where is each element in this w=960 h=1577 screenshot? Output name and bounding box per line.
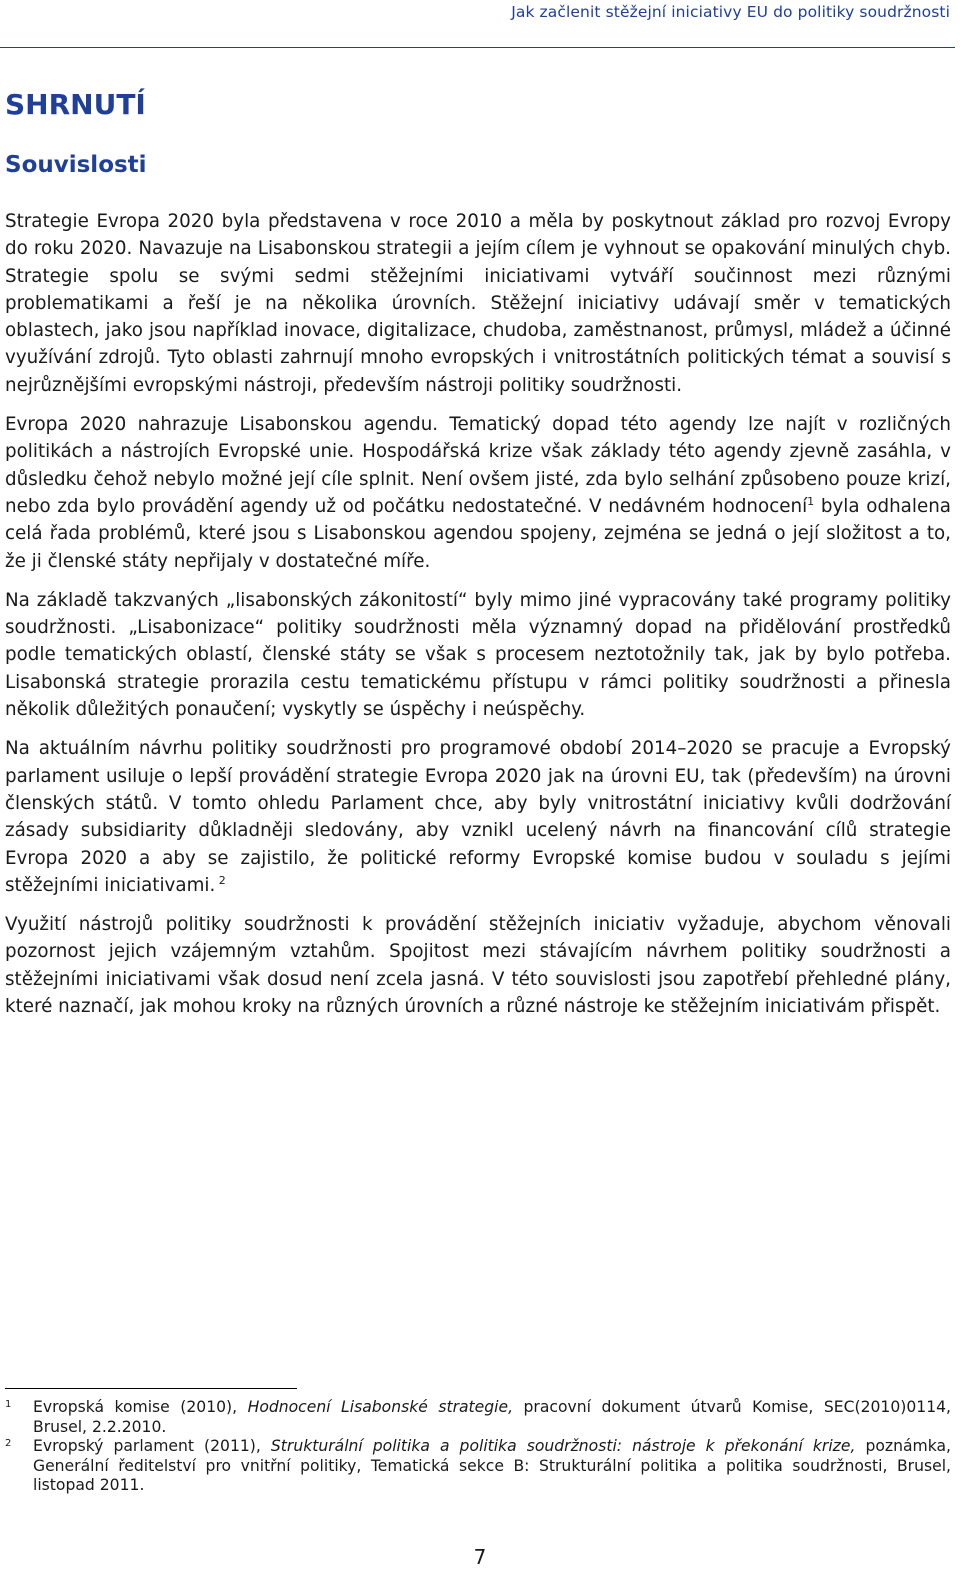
paragraph-text: Na základě takzvaných „lisabonských zákonitostí“ byly mimo jiné vypracovány také programy politiky soudržnosti. „Lisabonizace“ politiky soudržnosti měla významný dopad na přidělování prostředků podle tematických oblastí, členské státy se však s procesem neztotožnily tak, jak by bylo potřeba. Lisabonská strategie prorazila cestu tematickému přístupu v rámci politiky soudržnosti a přinesla několik důležitých ponaučení; vyskytly se úspěchy i neúspěchy. bbox=[5, 589, 951, 721]
footnote-number: 1 bbox=[5, 1399, 12, 1410]
footnote-text: Evropská komise (2010), bbox=[33, 1398, 248, 1416]
section-title: SHRNUTÍ bbox=[5, 88, 146, 121]
paragraph bbox=[5, 208, 951, 399]
footnote-divider bbox=[5, 1388, 297, 1389]
footnotes bbox=[5, 1398, 951, 1496]
paragraph-text: byla odhalena celá řada problémů, které jsou s Lisabonskou agendou spojeny, zejména se jedná o její složitost a to, že ji členské státy nepřijaly v dostatečné míře. bbox=[5, 495, 951, 572]
footnote-title: Hodnocení Lisabonské strategie, bbox=[247, 1398, 514, 1416]
paragraph-text: Na aktuálním návrhu politiky soudržnosti pro programové období 2014–2020 se pracuje a Evropský parlament usiluje o lepší provádění strategie Evropa 2020 jak na úrovni EU, tak (především) na úrovni členských států. V tomto ohledu Parlament chce, aby byly vnitrostátní iniciativy kvůli dodržování zásady subsidiarity důkladněji sledovány, aby vznikl ucelený návrh na financování cílů strategie Evropa 2020 a aby se zajistilo, že politické reformy Evropské komise budou v souladu s jejími stěžejními iniciativami. bbox=[5, 738, 951, 896]
paragraph bbox=[5, 911, 951, 1020]
footnote bbox=[5, 1437, 951, 1496]
page-number: 7 bbox=[473, 1545, 487, 1569]
paragraph-text: Strategie Evropa 2020 byla představena v roce 2010 a měla by poskytnout základ pro rozvoj Evropy do roku 2020. Navazuje na Lisabonskou strategii a jejím cílem je vyhnout se opakování minulých chyb. Strategie spolu se svými sedmi stěžejními iniciativami vytváří součinnost mezi různými problematikami a řeší je na několika úrovních. Stěžejní iniciativy udávají směr v tematických oblastech, jako jsou například inovace, digitalizace, chudoba, zaměstnanost, průmysl, mládež a účinné využívání zdrojů. Tyto oblasti zahrnují mnoho evropských i vnitrostátních politických témat a souvisí s nejrůznějšími evropskými nástroji, především nástroji politiky soudržnosti. bbox=[5, 211, 951, 396]
footnote-number: 2 bbox=[5, 1438, 12, 1450]
subsection-title: Souvislosti bbox=[5, 152, 147, 178]
body-text bbox=[5, 208, 951, 1032]
paragraph bbox=[5, 587, 951, 723]
footnote-title: Strukturální politika a politika soudržnosti: nástroje k překonání krize, bbox=[270, 1437, 856, 1456]
footnote-text: Evropský parlament (2011), bbox=[33, 1437, 271, 1456]
paragraph bbox=[5, 735, 951, 899]
footnote-text: pracovní dokument útvarů Komise, SEC(2010)0114, Brusel, 2.2.2010. bbox=[33, 1398, 951, 1436]
running-header: Jak začlenit stěžejní iniciativy EU do politiky soudržnosti bbox=[511, 3, 950, 21]
footnote bbox=[5, 1398, 951, 1437]
footnote-text: poznámka, Generální ředitelství pro vnitřní politiky, Tematická sekce B: Strukturální politika a politika soudržnosti, Brusel, listopad 2011. bbox=[33, 1437, 951, 1495]
footnote-reference[interactable]: 1 bbox=[807, 494, 815, 508]
header-divider bbox=[0, 47, 955, 48]
paragraph-text: Evropa 2020 nahrazuje Lisabonskou agendu. Tematický dopad této agendy lze najít v rozličných politikách a nástrojích Evropské unie. Hospodářská krize však základy této agendy zjevně zasáhla, v důsledku čehož nebylo možné její cíle splnit. Není ovšem jisté, zda bylo selhání způsobeno pouze krizí, nebo zda bylo provádění agendy už od počátku nedostatečné. V nedávném hodnocení bbox=[5, 414, 951, 517]
footnote-reference[interactable]: 2 bbox=[215, 873, 226, 887]
paragraph-text: Využití nástrojů politiky soudržnosti k provádění stěžejních iniciativ vyžaduje, abychom věnovali pozornost jejich vzájemným vztahům. Spojitost mezi stávajícím návrhem politiky soudržnosti a stěžejními iniciativami však dosud není zcela jasná. V této souvislosti jsou zapotřebí přehledné plány, které naznačí, jak mohou kroky na různých úrovních a různé nástroje ke stěžejním iniciativám přispět. bbox=[5, 914, 951, 1018]
paragraph bbox=[5, 411, 951, 575]
